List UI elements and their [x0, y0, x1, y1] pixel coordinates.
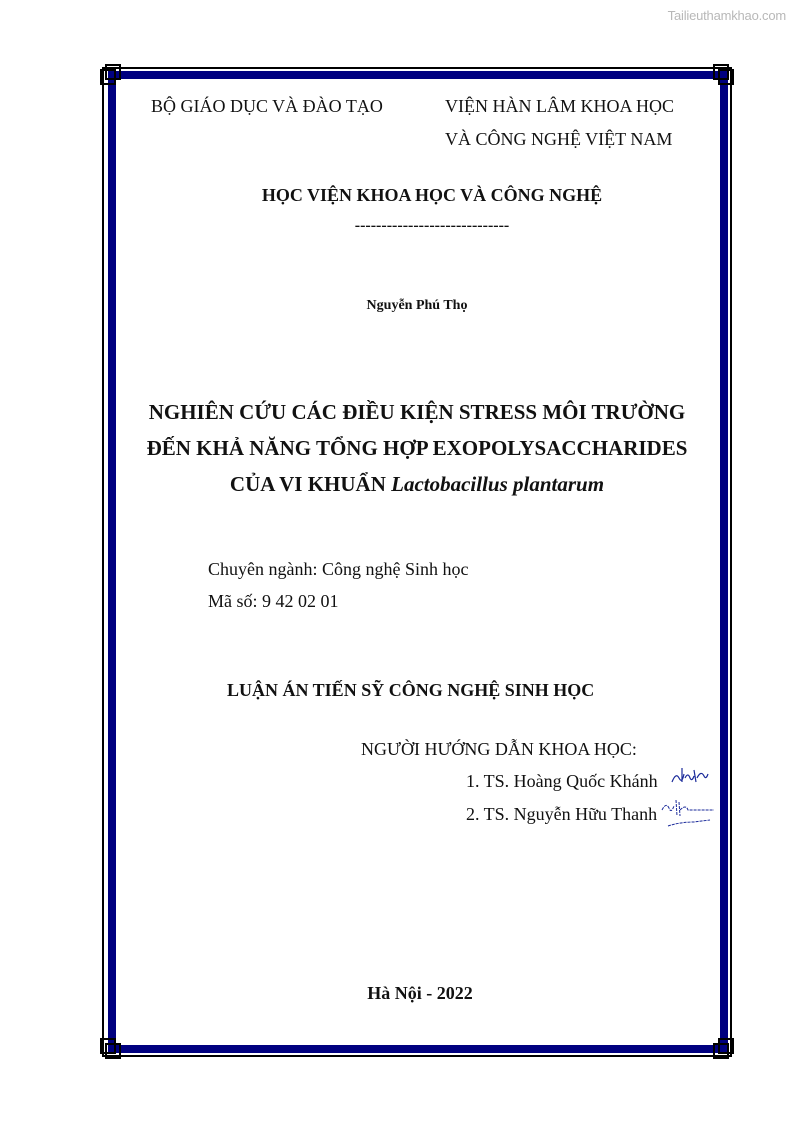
advisors-heading: NGƯỜI HƯỚNG DẪN KHOA HỌC: — [361, 739, 637, 759]
major-code: Mã số: 9 42 02 01 — [208, 591, 339, 611]
thesis-title-line-2: ĐẾN KHẢ NĂNG TỔNG HỢP EXOPOLYSACCHARIDES — [146, 436, 688, 460]
ministry-name: BỘ GIÁO DỤC VÀ ĐÀO TẠO — [151, 96, 383, 116]
watermark: Tailieuthamkhao.com — [667, 8, 786, 23]
thesis-title-line-1: NGHIÊN CỨU CÁC ĐIỀU KIỆN STRESS MÔI TRƯỜNG — [148, 400, 686, 424]
place-and-year: Hà Nội - 2022 — [367, 983, 473, 1003]
species-name: Lactobacillus plantarum — [391, 472, 605, 496]
signature-icon — [670, 764, 710, 788]
major-field: Chuyên ngành: Công nghệ Sinh học — [208, 559, 469, 579]
institute-name: HỌC VIỆN KHOA HỌC VÀ CÔNG NGHỆ — [261, 185, 603, 205]
header-separator: ----------------------------- — [354, 217, 510, 234]
corner-ornament-bottom-right-inner — [713, 1043, 729, 1059]
advisor-item: 1. TS. Hoàng Quốc Khánh — [466, 771, 658, 791]
academy-name-line-2: VÀ CÔNG NGHỆ VIỆT NAM — [445, 129, 673, 149]
corner-ornament-bottom-left-inner — [105, 1043, 121, 1059]
corner-ornament-top-left-inner — [105, 64, 121, 80]
thesis-title-line-3 — [0, 472, 794, 497]
signature-icon — [660, 796, 720, 830]
corner-ornament-top-right-inner — [713, 64, 729, 80]
author-name: Nguyễn Phú Thọ — [366, 298, 468, 313]
degree-title: LUẬN ÁN TIẾN SỸ CÔNG NGHỆ SINH HỌC — [227, 680, 595, 700]
thesis-title-prefix: CỦA VI KHUẨN — [229, 472, 392, 496]
academy-name-line-1: VIỆN HÀN LÂM KHOA HỌC — [445, 96, 674, 116]
advisor-item: 2. TS. Nguyễn Hữu Thanh — [466, 804, 658, 824]
